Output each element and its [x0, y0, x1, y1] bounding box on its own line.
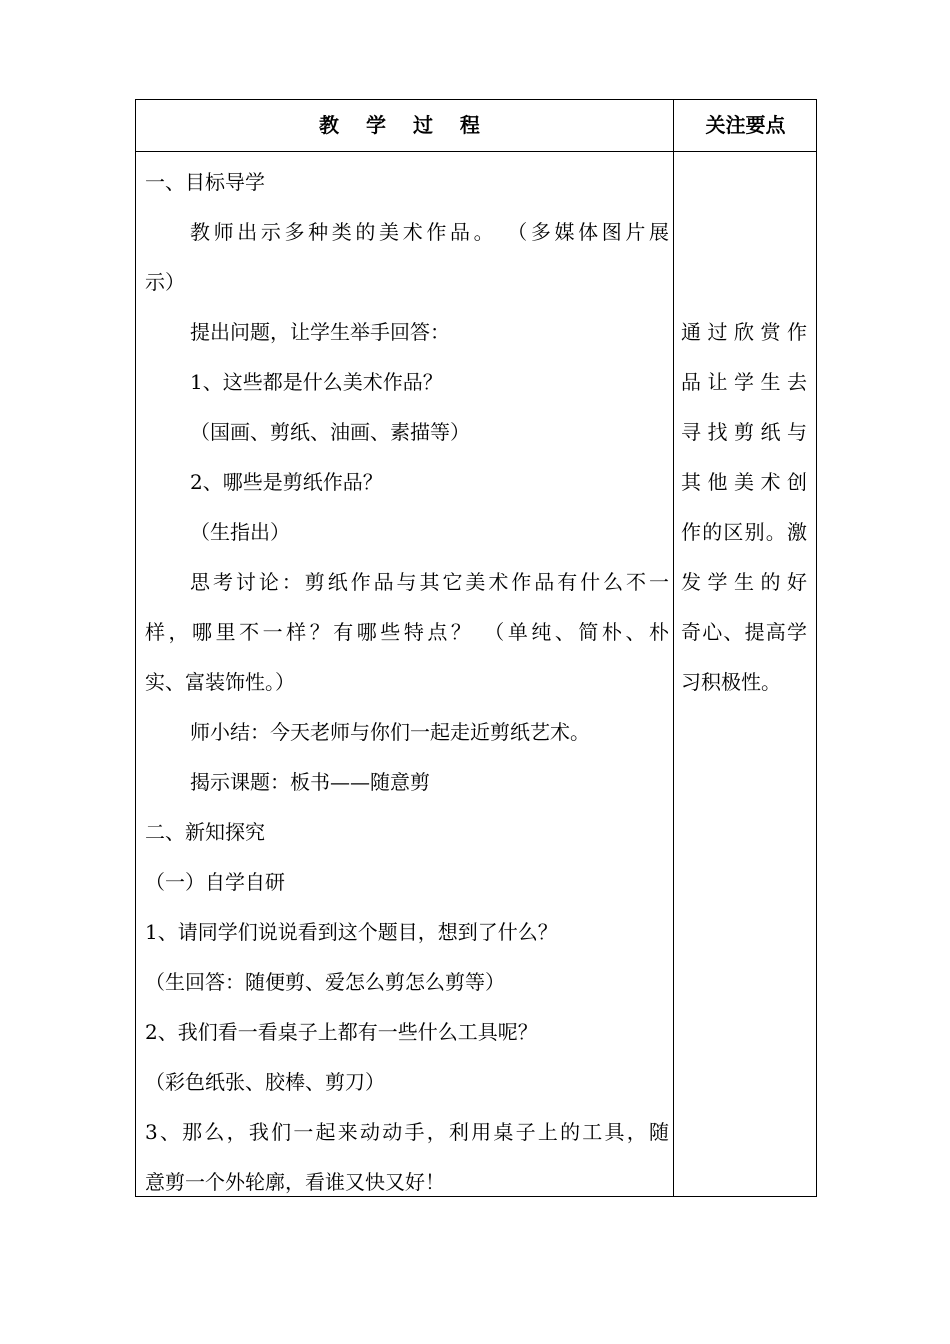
column-divider — [673, 100, 674, 1196]
subsection-heading: （一）自学自研 — [145, 870, 285, 894]
paragraph-line: 提出问题，让学生举手回答： — [190, 320, 450, 344]
section-heading: 二、新知探究 — [145, 820, 265, 844]
note-line: 通过欣赏作 — [681, 320, 807, 344]
note-line: 寻找剪纸与 — [681, 420, 807, 444]
points-column-header: 关注要点 — [705, 113, 786, 137]
paragraph-line: 示） — [145, 270, 185, 294]
question-line: 1、请同学们说说看到这个题目，想到了什么？ — [145, 920, 558, 944]
topic-line: 揭示课题：板书——随意剪 — [190, 770, 430, 794]
note-line: 品让学生去 — [681, 370, 807, 394]
points-cell — [681, 307, 807, 707]
question-line: 2、哪些是剪纸作品？ — [190, 470, 383, 494]
question-line: 1、这些都是什么美术作品？ — [190, 370, 443, 394]
note-line: 奇心、提高学 — [681, 620, 807, 644]
paragraph-line: 思考讨论：剪纸作品与其它美术作品有什么不一 — [190, 570, 669, 594]
answer-line: （生指出） — [190, 520, 290, 544]
paragraph-line: 实、富装饰性。） — [145, 670, 295, 694]
answer-line: （国画、剪纸、油画、素描等） — [190, 420, 470, 444]
note-line: 发学生的好 — [681, 570, 807, 594]
paragraph-line: 意剪一个外轮廓，看谁又快又好！ — [145, 1170, 445, 1194]
note-line: 作的区别。激 — [681, 520, 807, 544]
note-line: 其他美术创 — [681, 470, 807, 494]
header-divider — [136, 151, 816, 152]
paragraph-line: 样，哪里不一样？有哪些特点？ （单纯、简朴、朴 — [145, 620, 669, 644]
section-heading: 一、目标导学 — [145, 170, 265, 194]
note-line: 习积极性。 — [681, 670, 781, 694]
paragraph-line: 教师出示多种类的美术作品。 （多媒体图片展 — [190, 220, 669, 244]
answer-line: （生回答：随便剪、爱怎么剪怎么剪等） — [145, 970, 505, 994]
process-column-header: 教 学 过 程 — [319, 113, 490, 137]
paragraph-line: 3、那么，我们一起来动动手，利用桌子上的工具，随 — [145, 1120, 669, 1144]
answer-line: （彩色纸张、胶棒、剪刀） — [145, 1070, 385, 1094]
question-line: 2、我们看一看桌子上都有一些什么工具呢？ — [145, 1020, 538, 1044]
lesson-table — [135, 99, 817, 1197]
process-cell — [145, 157, 669, 1207]
summary-line: 师小结：今天老师与你们一起走近剪纸艺术。 — [190, 720, 590, 744]
